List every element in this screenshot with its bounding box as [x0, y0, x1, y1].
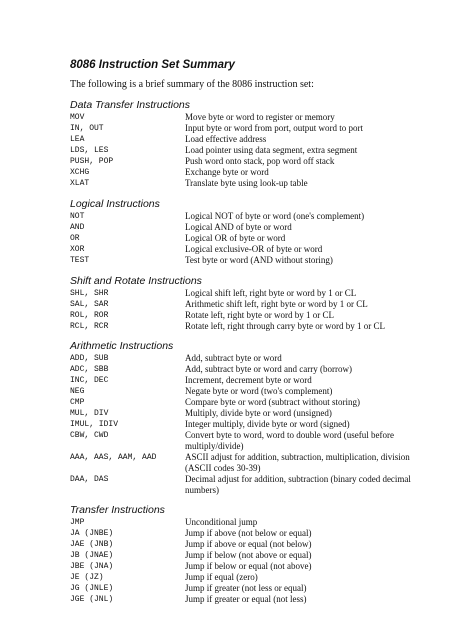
mnemonic: CBW, CWD — [70, 431, 109, 440]
description: Input byte or word from port, output word to port — [185, 123, 363, 133]
description: Decimal adjust for addition, subtraction (binary coded decimal numbers) — [185, 474, 411, 495]
instruction-row — [70, 594, 465, 605]
description: Push word onto stack, pop word off stack — [185, 156, 335, 166]
description: Rotate left, right through carry byte or word by 1 or CL — [185, 321, 385, 331]
description: Jump if greater or equal (not less) — [185, 594, 307, 604]
document-title: 8086 Instruction Set Summary — [70, 59, 235, 71]
section-title: Arithmetic Instructions — [70, 340, 174, 352]
description: Convert byte to word, word to double word (useful before multiply/divide) — [185, 430, 394, 451]
description: Exchange byte or word — [185, 167, 269, 177]
mnemonic: TEST — [70, 256, 90, 265]
description: Increment, decrement byte or word — [185, 375, 312, 385]
mnemonic: AAA, AAS, AAM, AAD — [70, 453, 157, 462]
mnemonic: JA (JNBE) — [70, 529, 114, 538]
mnemonic: PUSH, POP — [70, 157, 114, 166]
instruction-row — [70, 233, 465, 244]
section-title: Data Transfer Instructions — [70, 99, 191, 111]
instruction-row — [70, 452, 465, 474]
mnemonic: CMP — [70, 398, 85, 407]
instruction-row — [70, 539, 465, 550]
description: Logical NOT of byte or word (one's complement) — [185, 211, 365, 221]
mnemonic: JAE (JNB) — [70, 540, 114, 549]
description: Jump if below (not above or equal) — [185, 550, 312, 560]
mnemonic: JGE (JNL) — [70, 595, 114, 604]
mnemonic: AND — [70, 223, 85, 232]
mnemonic: ROL, ROR — [70, 311, 109, 320]
instruction-row — [70, 561, 465, 572]
instruction-row — [70, 288, 465, 299]
section-title: Transfer Instructions — [70, 504, 165, 516]
mnemonic: XOR — [70, 245, 85, 254]
instruction-row — [70, 583, 465, 594]
description: Multiply, divide byte or word (unsigned) — [185, 408, 332, 418]
mnemonic: INC, DEC — [70, 376, 109, 385]
instruction-row — [70, 123, 465, 134]
section-transfer — [70, 504, 465, 605]
description: Load effective address — [185, 134, 267, 144]
mnemonic: XCHG — [70, 168, 90, 177]
instruction-row — [70, 430, 465, 452]
mnemonic: ADC, SBB — [70, 365, 109, 374]
mnemonic: MUL, DIV — [70, 409, 109, 418]
mnemonic: LEA — [70, 135, 85, 144]
instruction-row — [70, 528, 465, 539]
instruction-row — [70, 474, 465, 496]
instruction-row — [70, 156, 465, 167]
instruction-row — [70, 364, 465, 375]
instruction-row — [70, 375, 465, 386]
instruction-row — [70, 244, 465, 255]
section-data-transfer — [70, 99, 465, 189]
description: Move byte or word to register or memory — [185, 112, 335, 122]
section-arithmetic — [70, 340, 465, 496]
description: Logical shift left, right byte or word by 1 or CL — [185, 288, 357, 298]
instruction-row — [70, 178, 465, 189]
instruction-row — [70, 321, 465, 332]
description: Rotate left, right byte or word by 1 or CL — [185, 310, 334, 320]
section-title: Shift and Rotate Instructions — [70, 275, 202, 287]
mnemonic: RCL, RCR — [70, 322, 109, 331]
instruction-row — [70, 419, 465, 430]
description: Jump if equal (zero) — [185, 572, 258, 582]
mnemonic: IMUL, IDIV — [70, 420, 119, 429]
description: Jump if above (not below or equal) — [185, 528, 312, 538]
instruction-row — [70, 310, 465, 321]
section-logical — [70, 198, 465, 266]
intro-text: The following is a brief summary of the 8086 instruction set: — [70, 79, 314, 90]
description: Test byte or word (AND without storing) — [185, 255, 333, 265]
description: Unconditional jump — [185, 517, 258, 527]
instruction-row — [70, 134, 465, 145]
instruction-row — [70, 517, 465, 528]
mnemonic: NOT — [70, 212, 85, 221]
instruction-row — [70, 299, 465, 310]
description: Add, subtract byte or word and carry (borrow) — [185, 364, 352, 374]
instruction-row — [70, 397, 465, 408]
description: Compare byte or word (subtract without storing) — [185, 397, 360, 407]
instruction-row — [70, 222, 465, 233]
mnemonic: JE (JZ) — [70, 573, 104, 582]
instruction-row — [70, 550, 465, 561]
mnemonic: DAA, DAS — [70, 475, 109, 484]
mnemonic: NEG — [70, 387, 85, 396]
section-title: Logical Instructions — [70, 198, 160, 210]
mnemonic: SAL, SAR — [70, 300, 109, 309]
mnemonic: JB (JNAE) — [70, 551, 114, 560]
instruction-row — [70, 353, 465, 364]
mnemonic: JG (JNLE) — [70, 584, 114, 593]
mnemonic: MOV — [70, 113, 85, 122]
description: Logical OR of byte or word — [185, 233, 286, 243]
instruction-row — [70, 408, 465, 419]
instruction-row — [70, 386, 465, 397]
description: Add, subtract byte or word — [185, 353, 282, 363]
description: Logical AND of byte or word — [185, 222, 292, 232]
mnemonic: OR — [70, 234, 80, 243]
mnemonic: SHL, SHR — [70, 289, 109, 298]
description: Jump if greater (not less or equal) — [185, 583, 307, 593]
mnemonic: JBE (JNA) — [70, 562, 114, 571]
description: Negate byte or word (two's complement) — [185, 386, 333, 396]
description: Logical exclusive-OR of byte or word — [185, 244, 323, 254]
instruction-row — [70, 255, 465, 266]
mnemonic: XLAT — [70, 179, 90, 188]
mnemonic: IN, OUT — [70, 124, 104, 133]
description: Load pointer using data segment, extra segment — [185, 145, 358, 155]
instruction-row — [70, 112, 465, 123]
section-shift-rotate — [70, 275, 465, 332]
mnemonic: LDS, LES — [70, 146, 109, 155]
mnemonic: JMP — [70, 518, 85, 527]
description: Arithmetic shift left, right byte or word by 1 or CL — [185, 299, 368, 309]
description: Integer multiply, divide byte or word (signed) — [185, 419, 350, 429]
description: Jump if below or equal (not above) — [185, 561, 312, 571]
instruction-row — [70, 572, 465, 583]
instruction-row — [70, 167, 465, 178]
instruction-row — [70, 145, 465, 156]
description: Translate byte using look-up table — [185, 178, 308, 188]
description: Jump if above or equal (not below) — [185, 539, 312, 549]
description: ASCII adjust for addition, subtraction, multiplication, division (ASCII codes 30-39) — [185, 452, 410, 473]
instruction-row — [70, 211, 465, 222]
mnemonic: ADD, SUB — [70, 354, 109, 363]
